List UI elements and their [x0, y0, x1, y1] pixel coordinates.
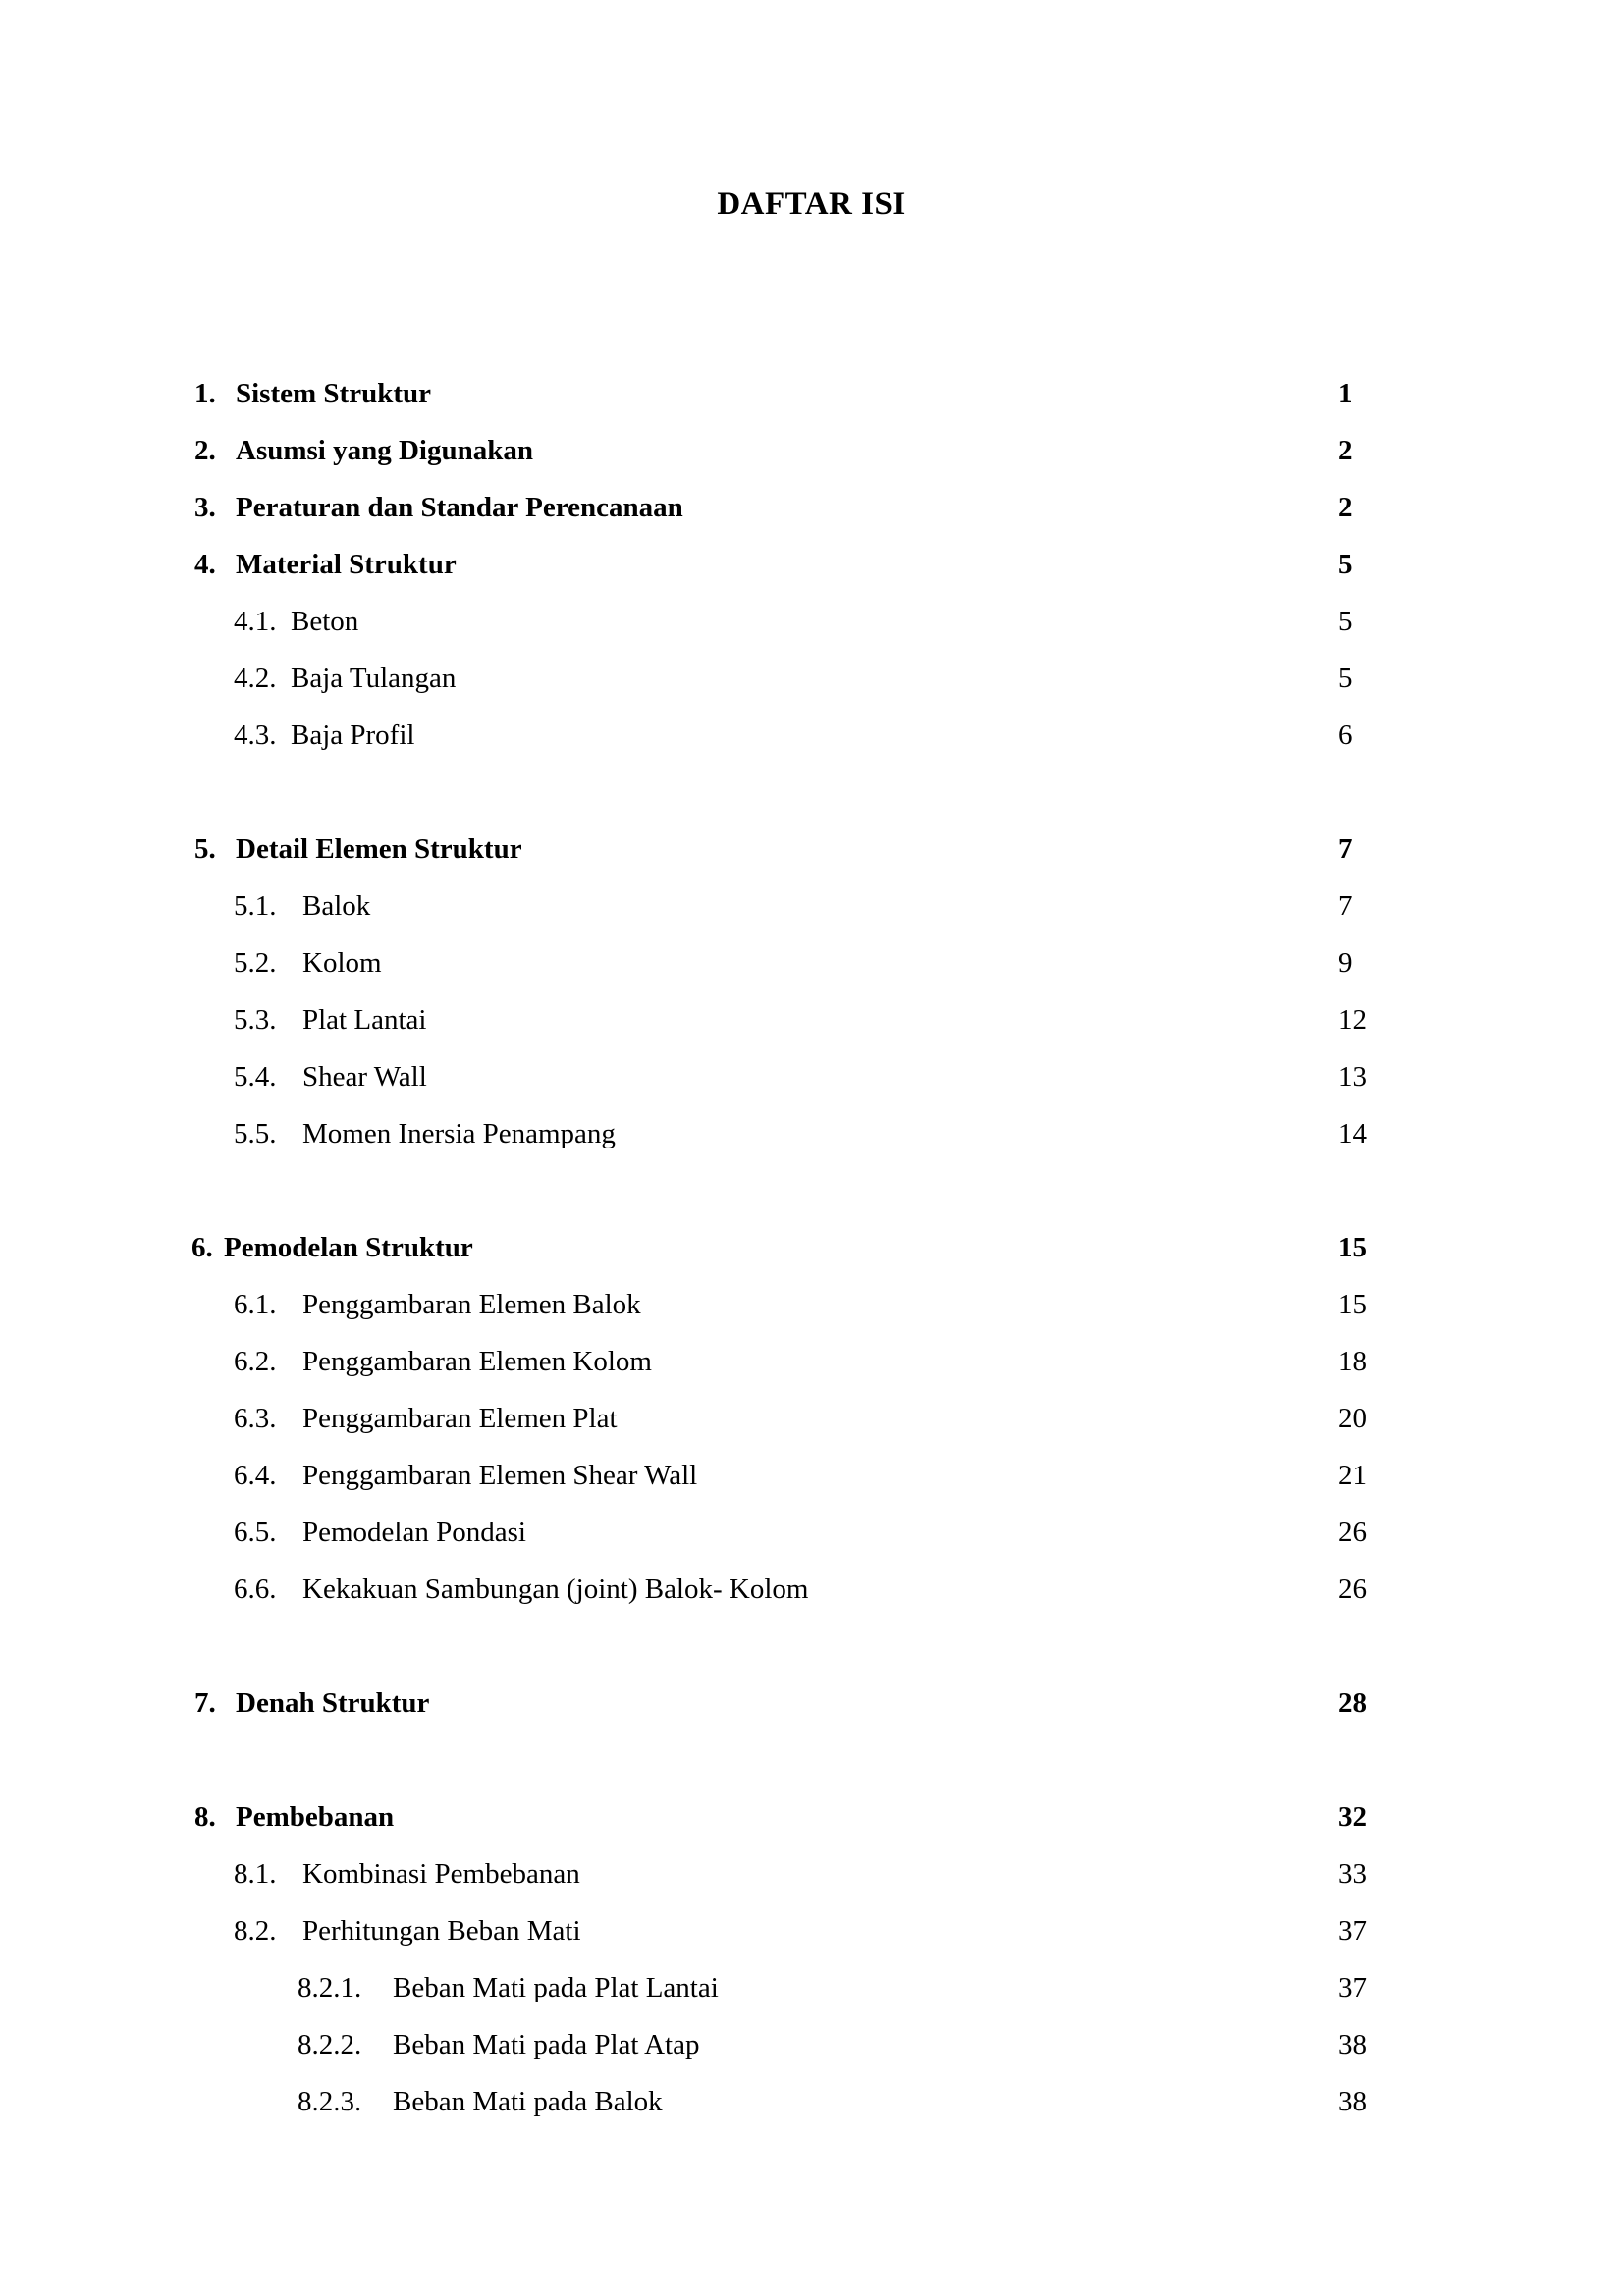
toc-entry-page-number: 7 — [1338, 833, 1353, 865]
toc-entry-page-number: 12 — [1338, 1004, 1367, 1036]
toc-entry-page-number: 2 — [1338, 435, 1353, 466]
toc-entry-label: Kolom — [302, 947, 382, 979]
toc-entry-number: 8.2.2. — [298, 2029, 362, 2060]
toc-entry-label: Penggambaran Elemen Plat — [302, 1403, 618, 1434]
toc-entry-page-number: 15 — [1338, 1289, 1367, 1320]
toc-entry-number: 5.2. — [234, 947, 277, 979]
toc-entry-label: Penggambaran Elemen Balok — [302, 1289, 641, 1320]
toc-entry-label: Baja Profil — [291, 720, 415, 751]
toc-entry[interactable] — [0, 1276, 1623, 1333]
toc-entry-number: 2. — [194, 435, 216, 466]
toc-entry-page-number: 26 — [1338, 1517, 1367, 1548]
toc-entry[interactable] — [0, 1504, 1623, 1561]
toc-entry-label: Plat Lantai — [302, 1004, 427, 1036]
toc-entry-number: 6.6. — [234, 1574, 277, 1605]
toc-entry-page-number: 37 — [1338, 1915, 1367, 1947]
toc-entry-label: Beban Mati pada Balok — [393, 2086, 663, 2117]
toc-entry-number: 5. — [194, 833, 216, 865]
toc-entry-page-number: 7 — [1338, 890, 1353, 922]
toc-entry-page-number: 32 — [1338, 1801, 1367, 1833]
toc-entry-label: Balok — [302, 890, 371, 922]
toc-entry-label: Beban Mati pada Plat Lantai — [393, 1972, 719, 2003]
toc-entry-label: Kombinasi Pembebanan — [302, 1858, 580, 1890]
toc-entry-label: Pemodelan Struktur — [224, 1232, 473, 1263]
toc-entry-number: 6.4. — [234, 1460, 277, 1491]
toc-entry-number: 8. — [194, 1801, 216, 1833]
toc-entry-number: 6.3. — [234, 1403, 277, 1434]
toc-entry-label: Pemodelan Pondasi — [302, 1517, 526, 1548]
toc-entry[interactable] — [0, 1390, 1623, 1447]
toc-entry-page-number: 33 — [1338, 1858, 1367, 1890]
toc-entry-page-number: 21 — [1338, 1460, 1367, 1491]
toc-entry-label: Perhitungan Beban Mati — [302, 1915, 581, 1947]
toc-entry-page-number: 5 — [1338, 663, 1353, 694]
toc-entry-number: 5.4. — [234, 1061, 277, 1093]
toc-entry-number: 4.3. — [234, 720, 277, 751]
toc-entry[interactable] — [0, 991, 1623, 1048]
toc-entry-page-number: 38 — [1338, 2086, 1367, 2117]
toc-entry[interactable] — [0, 1675, 1623, 1732]
toc-entry[interactable] — [0, 934, 1623, 991]
toc-entry[interactable] — [0, 536, 1623, 593]
toc-entry-label: Penggambaran Elemen Shear Wall — [302, 1460, 698, 1491]
toc-entry-number: 8.2.3. — [298, 2086, 362, 2117]
toc-entry-number: 8.2.1. — [298, 1972, 362, 2003]
toc-entry-number: 4. — [194, 549, 216, 580]
table-of-contents — [0, 365, 1623, 2130]
toc-entry[interactable] — [0, 365, 1623, 422]
toc-entry-label: Shear Wall — [302, 1061, 427, 1093]
toc-entry-page-number: 37 — [1338, 1972, 1367, 2003]
toc-entry-label: Penggambaran Elemen Kolom — [302, 1346, 652, 1377]
toc-entry-label: Asumsi yang Digunakan — [236, 435, 533, 466]
toc-entry-page-number: 6 — [1338, 720, 1353, 751]
toc-entry[interactable] — [0, 422, 1623, 479]
toc-entry[interactable] — [0, 1105, 1623, 1162]
toc-entry-page-number: 1 — [1338, 378, 1353, 409]
toc-entry-number: 4.1. — [234, 606, 277, 637]
toc-entry[interactable] — [0, 1902, 1623, 1959]
toc-entry-number: 5.3. — [234, 1004, 277, 1036]
toc-entry[interactable] — [0, 479, 1623, 536]
toc-entry-number: 4.2. — [234, 663, 277, 694]
toc-entry[interactable] — [0, 1219, 1623, 1276]
toc-entry-page-number: 9 — [1338, 947, 1353, 979]
toc-entry[interactable] — [0, 1845, 1623, 1902]
toc-entry[interactable] — [0, 593, 1623, 650]
toc-entry[interactable] — [0, 2073, 1623, 2130]
page-title: DAFTAR ISI — [717, 187, 906, 222]
toc-entry-label: Momen Inersia Penampang — [302, 1118, 616, 1149]
toc-entry-page-number: 13 — [1338, 1061, 1367, 1093]
toc-entry-number: 6.2. — [234, 1346, 277, 1377]
toc-entry-page-number: 15 — [1338, 1232, 1367, 1263]
toc-entry-number: 8.1. — [234, 1858, 277, 1890]
toc-entry-label: Pembebanan — [236, 1801, 395, 1833]
toc-entry-page-number: 26 — [1338, 1574, 1367, 1605]
toc-entry-page-number: 38 — [1338, 2029, 1367, 2060]
toc-entry-label: Peraturan dan Standar Perencanaan — [236, 492, 683, 523]
toc-entry[interactable] — [0, 1447, 1623, 1504]
toc-entry-label: Denah Struktur — [236, 1687, 430, 1719]
toc-entry-label: Baja Tulangan — [291, 663, 457, 694]
toc-entry-number: 5.1. — [234, 890, 277, 922]
toc-entry[interactable] — [0, 878, 1623, 934]
toc-entry[interactable] — [0, 1959, 1623, 2016]
toc-entry[interactable] — [0, 821, 1623, 878]
toc-entry-page-number: 5 — [1338, 606, 1353, 637]
toc-entry-page-number: 20 — [1338, 1403, 1367, 1434]
toc-entry-label: Sistem Struktur — [236, 378, 431, 409]
toc-entry-page-number: 18 — [1338, 1346, 1367, 1377]
toc-entry[interactable] — [0, 1048, 1623, 1105]
toc-entry-label: Kekakuan Sambungan (joint) Balok- Kolom — [302, 1574, 809, 1605]
toc-entry[interactable] — [0, 2016, 1623, 2073]
toc-entry-label: Detail Elemen Struktur — [236, 833, 522, 865]
toc-entry-number: 3. — [194, 492, 216, 523]
toc-entry-number: 6.5. — [234, 1517, 277, 1548]
toc-entry-label: Beban Mati pada Plat Atap — [393, 2029, 700, 2060]
toc-entry-page-number: 5 — [1338, 549, 1353, 580]
toc-entry-label: Beton — [291, 606, 359, 637]
toc-entry-number: 7. — [194, 1687, 216, 1719]
toc-entry-number: 6.1. — [234, 1289, 277, 1320]
toc-entry-number: 1. — [194, 378, 216, 409]
toc-entry-number: 5.5. — [234, 1118, 277, 1149]
toc-entry-number: 6. — [191, 1232, 213, 1263]
toc-entry-page-number: 2 — [1338, 492, 1353, 523]
toc-entry[interactable] — [0, 1789, 1623, 1845]
toc-entry-page-number: 14 — [1338, 1118, 1367, 1149]
toc-entry-page-number: 28 — [1338, 1687, 1367, 1719]
toc-entry-number: 8.2. — [234, 1915, 277, 1947]
toc-entry[interactable] — [0, 1561, 1623, 1618]
toc-entry-label: Material Struktur — [236, 549, 457, 580]
toc-entry[interactable] — [0, 1333, 1623, 1390]
toc-entry[interactable] — [0, 650, 1623, 707]
toc-entry[interactable] — [0, 707, 1623, 764]
